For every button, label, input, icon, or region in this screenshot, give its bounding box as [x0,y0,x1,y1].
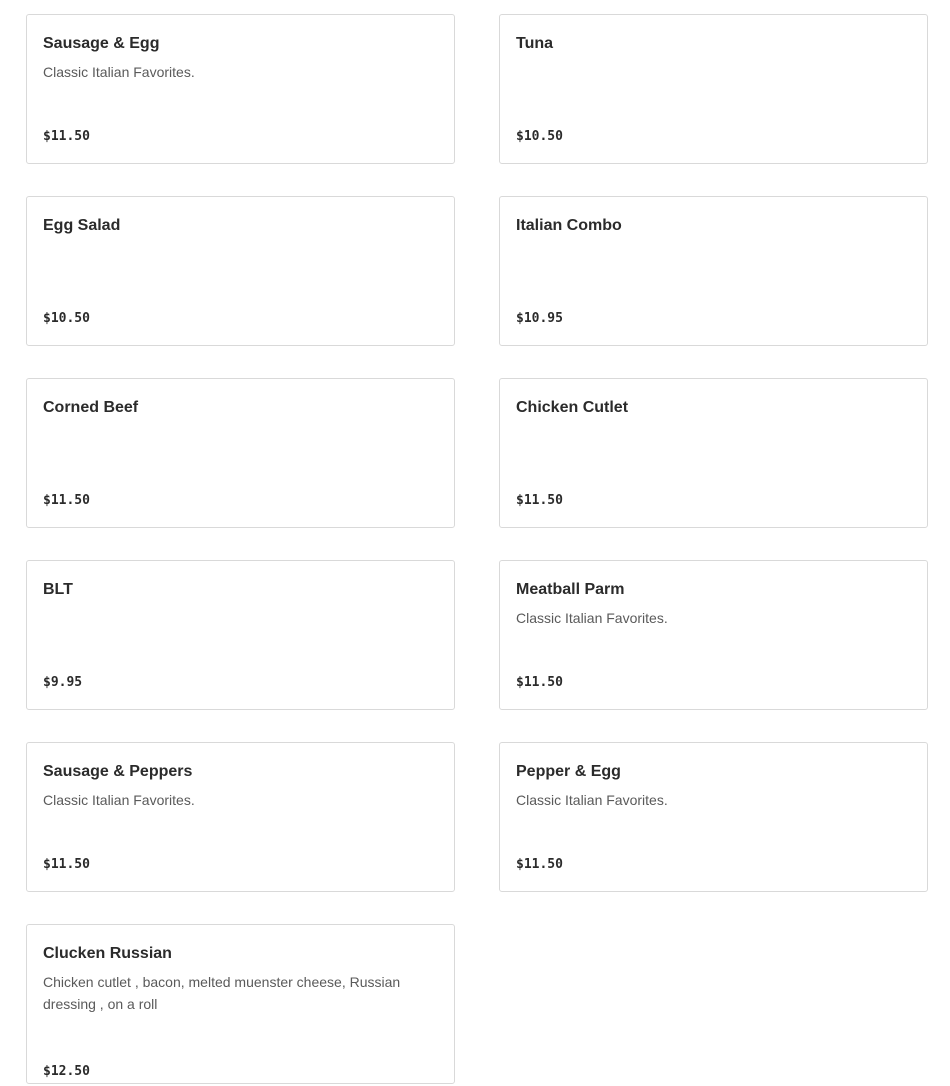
menu-item-price: $11.50 [516,493,563,508]
menu-item-name: Sausage & Egg [43,35,160,52]
menu-item-price: $11.50 [516,675,563,690]
menu-item-card[interactable] [26,196,455,346]
menu-item-name: Egg Salad [43,217,121,234]
menu-item-description: Classic Italian Favorites. [43,792,195,808]
menu-item-name: Chicken Cutlet [516,399,629,416]
menu-item-name: Sausage & Peppers [43,763,193,780]
menu-item-card[interactable] [499,196,928,346]
menu-item-name: Meatball Parm [516,581,625,598]
menu-item-price: $10.50 [516,129,563,144]
menu-item-name: Italian Combo [516,217,622,234]
menu-item-price: $10.50 [43,311,90,326]
menu-item-name: BLT [43,581,73,598]
menu-item-card[interactable] [499,378,928,528]
menu-item-card[interactable] [26,14,455,164]
menu-item-card[interactable] [499,742,928,892]
menu-item-grid [26,0,928,1084]
menu-item-name: Corned Beef [43,399,139,416]
menu-item-description: Classic Italian Favorites. [516,610,668,626]
menu-item-card[interactable] [26,742,455,892]
menu-item-price: $11.50 [43,129,90,144]
menu-item-description: Classic Italian Favorites. [516,792,668,808]
menu-item-card[interactable] [26,924,455,1084]
menu-item-description: Classic Italian Favorites. [43,64,195,80]
menu-item-card[interactable] [26,378,455,528]
menu-item-price: $10.95 [516,311,563,326]
menu-item-card[interactable] [499,560,928,710]
menu-item-price: $11.50 [43,857,90,872]
menu-item-name: Clucken Russian [43,945,172,962]
menu-item-name: Tuna [516,35,554,52]
menu-item-price: $12.50 [43,1064,90,1079]
menu-item-description: Chicken cutlet , bacon, melted muenster cheese, Russian dressing , on a roll [43,974,401,1012]
menu-item-card[interactable] [499,14,928,164]
menu-item-name: Pepper & Egg [516,763,621,780]
menu-item-price: $9.95 [43,675,83,690]
menu-item-card[interactable] [26,560,455,710]
menu-item-price: $11.50 [43,493,90,508]
menu-item-price: $11.50 [516,857,563,872]
